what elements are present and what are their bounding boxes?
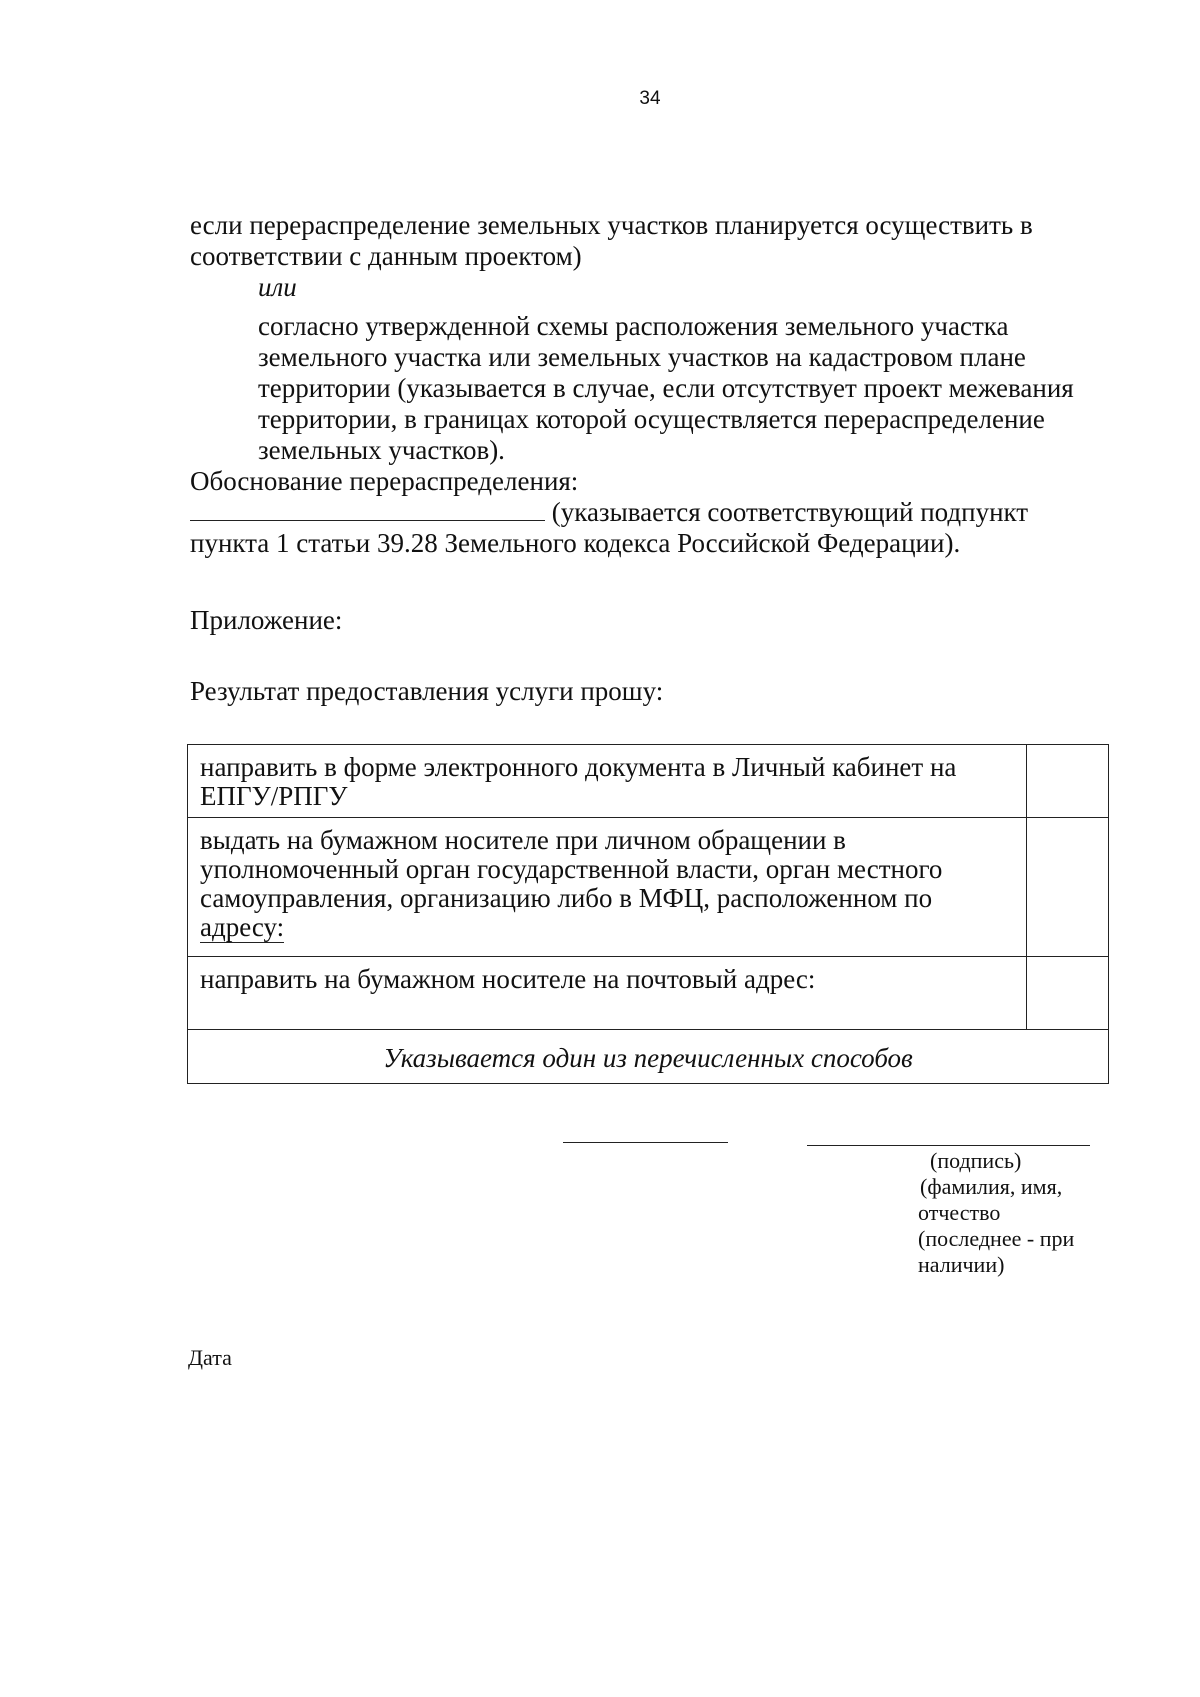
name-caption-line1: (фамилия, имя, xyxy=(920,1174,1063,1199)
name-caption-line2: отчество xyxy=(918,1200,1001,1225)
option-paper-in-person-text: выдать на бумажном носителе при личном обращении в уполномоченный орган государственной власти, орган местного самоуправления, организацию либо в МФЦ, расположенном по xyxy=(200,825,943,913)
paragraph-planning-project: если перераспределение земельных участков планируется осуществить в соответствии с данным проектом) xyxy=(190,210,1033,271)
signature-captions xyxy=(918,1148,1103,1278)
paragraph-scheme-text: согласно утвержденной схемы расположения земельного участка земельного участка или земельных участков на кадастровом плане территории (указывается в случае, если отсутствует проект межевания территории, в границах которой осуществляется перераспределение земельных участков). xyxy=(258,311,1074,465)
paragraph-scheme xyxy=(190,311,1110,466)
signature-caption: (подпись) xyxy=(930,1148,1022,1173)
option-epgu-checkbox[interactable] xyxy=(1026,745,1108,818)
option-epgu-text: направить в форме электронного документа в Личный кабинет на ЕПГУ/РПГУ xyxy=(188,745,1027,818)
result-label: Результат предоставления услуги прошу: xyxy=(190,676,664,706)
table-row xyxy=(188,745,1109,818)
justification-blank[interactable] xyxy=(190,498,545,521)
page-number: 34 xyxy=(639,88,661,109)
justification-label: Обоснование перераспределения: xyxy=(190,466,579,496)
name-caption-line4: наличии) xyxy=(918,1252,1005,1277)
or-word: или xyxy=(258,272,297,302)
signature-line[interactable] xyxy=(563,1142,728,1143)
option-postal-checkbox[interactable] xyxy=(1026,957,1108,1030)
address-label: адресу: xyxy=(200,912,285,942)
option-paper-in-person xyxy=(188,818,1027,957)
options-note: Указывается один из перечисленных способов xyxy=(188,1030,1109,1084)
date-label: Дата xyxy=(188,1345,232,1370)
option-paper-in-person-checkbox[interactable] xyxy=(1026,818,1108,957)
delivery-options-table xyxy=(187,744,1109,1084)
table-row xyxy=(188,957,1109,1030)
name-caption-line3: (последнее - при xyxy=(918,1226,1075,1251)
attachment-label: Приложение: xyxy=(190,605,343,635)
option-postal-text: направить на бумажном носителе на почтовый адрес: xyxy=(188,957,1027,1030)
justification-note: (указывается соответствующий подпункт пункта 1 статьи 39.28 Земельного кодекса Российской Федерации). xyxy=(190,497,1029,558)
table-row xyxy=(188,818,1109,957)
justification-line xyxy=(190,497,1110,559)
table-row xyxy=(188,1030,1109,1084)
body-text xyxy=(190,210,1110,559)
full-name-line[interactable] xyxy=(807,1145,1090,1146)
